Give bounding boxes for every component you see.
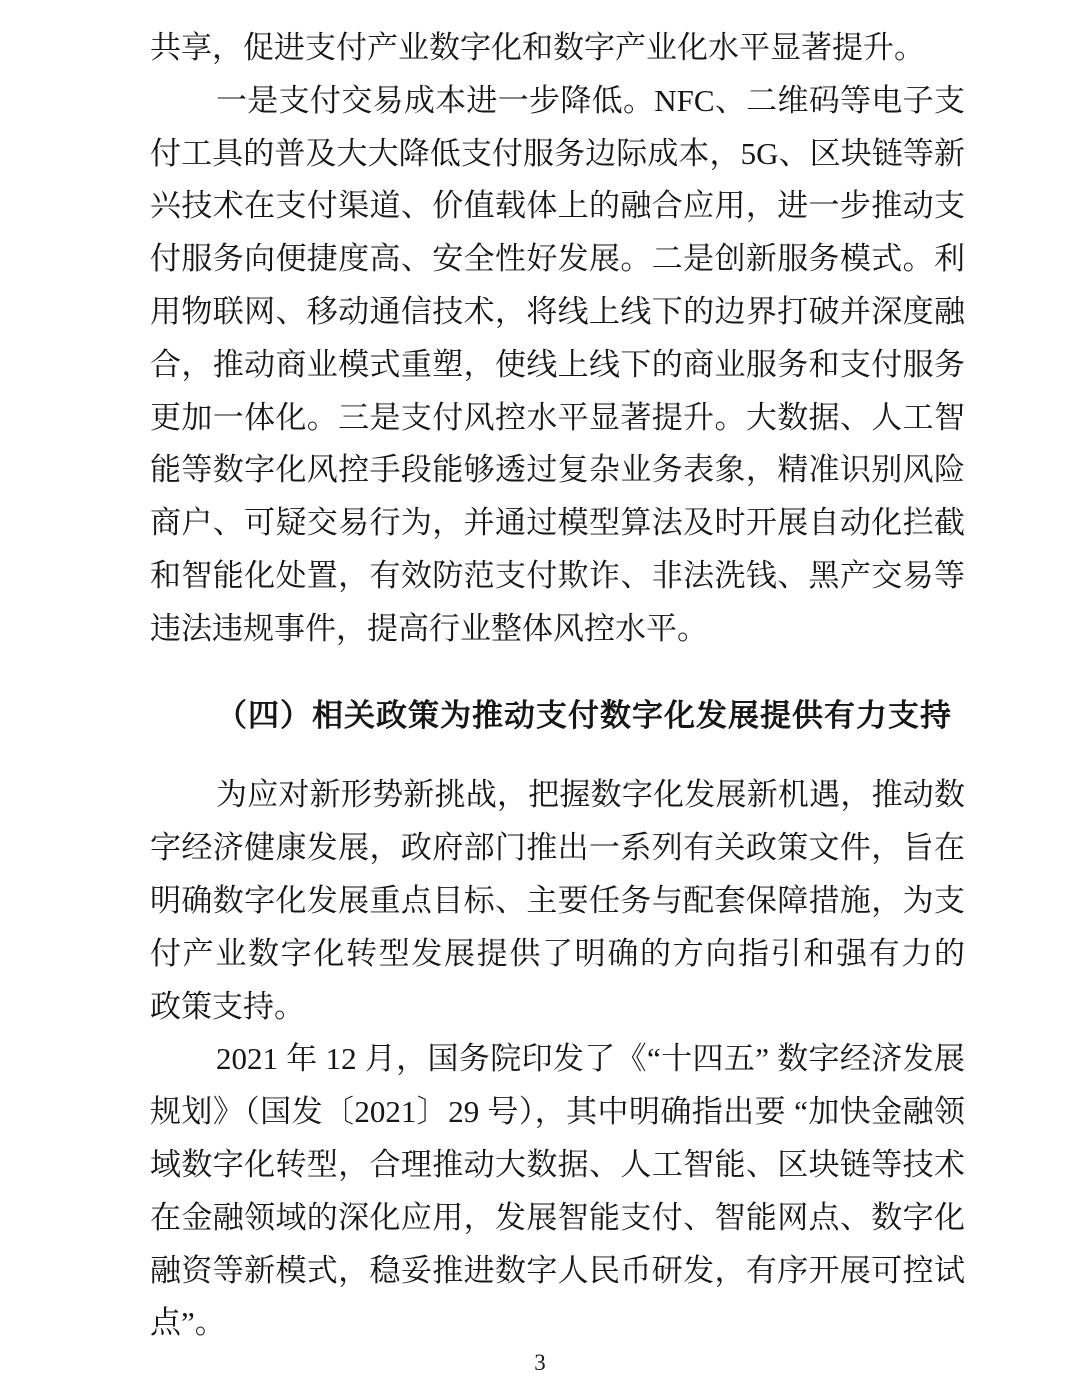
body-text-line: 用物联网、移动通信技术，将线上线下的边界打破并深度融	[150, 293, 965, 329]
body-text-line: 字经济健康发展，政府部门推出一系列有关政策文件，旨在	[150, 830, 965, 866]
body-text-line: 共享，促进支付产业数字化和数字产业化水平显著提升。	[150, 30, 925, 65]
body-text-line: 更加一体化。三是支付风控水平显著提升。大数据、人工智	[150, 399, 965, 435]
body-text-line: 付产业数字化转型发展提供了明确的方向指引和强有力的	[150, 935, 965, 971]
body-text-line: 政策支持。	[150, 988, 305, 1024]
body-text-line: 合，推动商业模式重塑，使线上线下的商业服务和支付服务	[150, 346, 965, 382]
document-body	[150, 22, 965, 1350]
body-text-line: 兴技术在支付渠道、价值载体上的融合应用，进一步推动支	[150, 188, 965, 224]
body-text-line: 融资等新模式，稳妥推进数字人民币研发，有序开展可控试	[150, 1252, 965, 1288]
body-text-line: 2021 年 12 月，国务院印发了《“十四五” 数字经济发展	[216, 1041, 965, 1077]
body-text-line: 一是支付交易成本进一步降低。NFC、二维码等电子支	[216, 82, 965, 118]
page-footer	[0, 1348, 1080, 1378]
body-text-line: 域数字化转型，合理推动大数据、人工智能、区块链等技术	[150, 1146, 965, 1182]
body-text-line: 为应对新形势新挑战，把握数字化发展新机遇，推动数	[216, 777, 965, 813]
section-heading: （四）相关政策为推动支付数字化发展提供有力支持	[216, 697, 952, 733]
page-number: 3	[534, 1350, 546, 1375]
body-text-line: 点”。	[150, 1305, 226, 1341]
body-text-line: 商户、可疑交易行为，并通过模型算法及时开展自动化拦截	[150, 505, 965, 541]
body-text-line: 付服务向便捷度高、安全性好发展。二是创新服务模式。利	[150, 241, 965, 277]
body-text-line: 能等数字化风控手段能够透过复杂业务表象，精准识别风险	[150, 452, 965, 488]
body-text-line: 明确数字化发展重点目标、主要任务与配套保障措施，为支	[150, 882, 965, 918]
body-text-line: 和智能化处置，有效防范支付欺诈、非法洗钱、黑产交易等	[150, 557, 965, 593]
body-text-line: 违法违规事件，提高行业整体风控水平。	[150, 610, 708, 646]
body-text-line: 规划》（国发〔2021〕29 号），其中明确指出要 “加快金融领	[150, 1094, 965, 1130]
body-text-line: 在金融领域的深化应用，发展智能支付、智能网点、数字化	[150, 1199, 965, 1235]
body-text-line: 付工具的普及大大降低支付服务边际成本，5G、区块链等新	[150, 135, 965, 171]
